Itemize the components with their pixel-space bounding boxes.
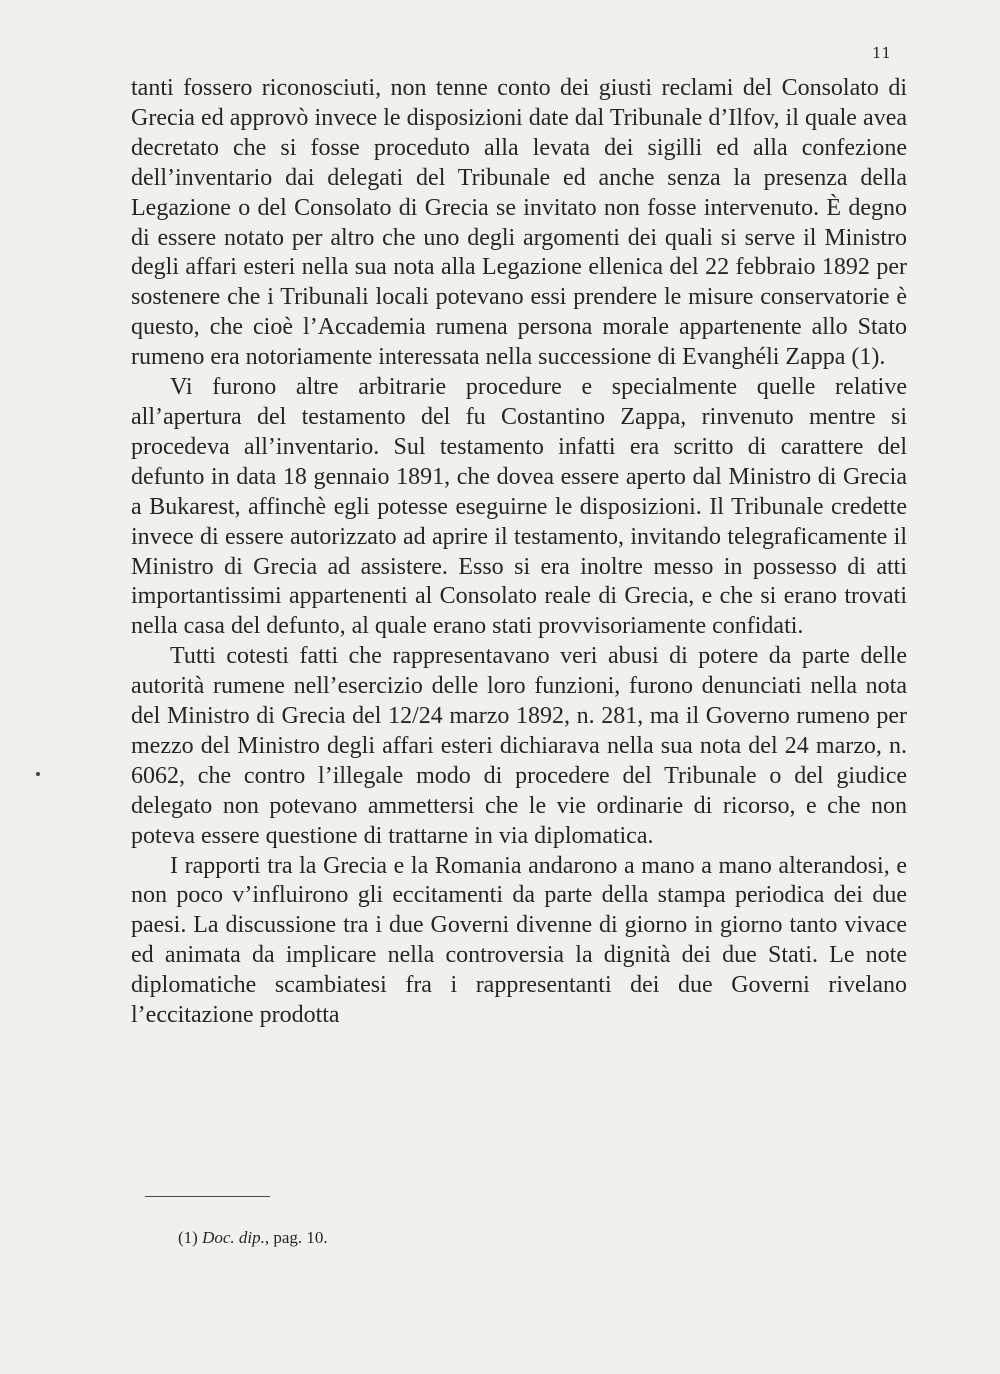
- footnote-separator: [145, 1196, 270, 1197]
- footnote-reference-rest: , pag. 10.: [264, 1228, 328, 1247]
- body-text: [131, 74, 907, 1031]
- footnote-marker: (1): [178, 1228, 198, 1247]
- paragraph-4: I rapporti tra la Grecia e la Romania andarono a mano a mano alterandosi, e non poco v’influirono gli eccitamenti da parte della stampa periodica dei due paesi. La discussione tra i due Governi divenne di giorno in giorno tanto vivace ed animata da implicare nella controversia la dignità dei due Stati. Le note diplomatiche scambiatesi fra i rappresentanti dei due Governi rivelano l’eccitazione prodotta: [131, 852, 907, 1029]
- paragraph-3: Tutti cotesti fatti che rappresentavano veri abusi di potere da parte delle autorità rumene nell’esercizio delle loro funzioni, furono denunciati nella nota del Ministro di Grecia del 12/24 marzo 1892, n. 281, ma il Governo rumeno per mezzo del Ministro degli affari esteri dichiarava nella sua nota del 24 marzo, n. 6062, che contro l’illegale modo di procedere del Tribunale o del giudice delegato non potevano ammettersi che le vie ordinarie di ricorso, e che non poteva essere questione di trattarne in via diplomatica.: [131, 643, 907, 849]
- footnote: [178, 1228, 328, 1248]
- footnote-reference-italic: Doc. dip.: [202, 1228, 265, 1247]
- paragraph-2: Vi furono altre arbitrarie procedure e specialmente quelle relative all’apertura del testamento del fu Costantino Zappa, rinvenuto mentre si procedeva all’inventario. Sul testamento infatti era scritto di carattere del defunto in data 18 gennaio 1891, che dovea essere aperto dal Ministro di Grecia a Bukarest, affinchè egli potesse eseguirne le disposizioni. Il Tribunale credette invece di essere autorizzato ad aprire il testamento, invitando telegraficamente il Ministro di Grecia ad assistere. Esso si era inoltre messo in possesso di atti importantissimi appartenenti al Consolato reale di Grecia, e che si erano trovati nella casa del defunto, al quale erano stati provvisoriamente confidati.: [131, 374, 907, 640]
- paragraph-1: tanti fossero riconosciuti, non tenne conto dei giusti reclami del Consolato di Grecia ed approvò invece le disposizioni date dal Tribunale d’Ilfov, il quale avea decretato che si fosse proceduto alla levata dei sigilli ed alla confezione dell’inventario dai delegati del Tribunale ed anche senza la presenza della Legazione o del Consolato di Grecia se invitato non fosse intervenuto. È degno di essere notato per altro che uno degli argomenti dei quali si serve il Ministro degli affari esteri nella sua nota alla Legazione ellenica del 22 febbraio 1892 per sostenere che i Tribunali locali potevano essi prendere le misure conservatorie è questo, che cioè l’Accademia rumena persona morale appartenente allo Stato rumeno era notoriamente interessata nella successione di Evanghéli Zappa (1).: [131, 75, 907, 371]
- page-number: 11: [872, 44, 892, 62]
- ink-speck-mark: [36, 772, 40, 776]
